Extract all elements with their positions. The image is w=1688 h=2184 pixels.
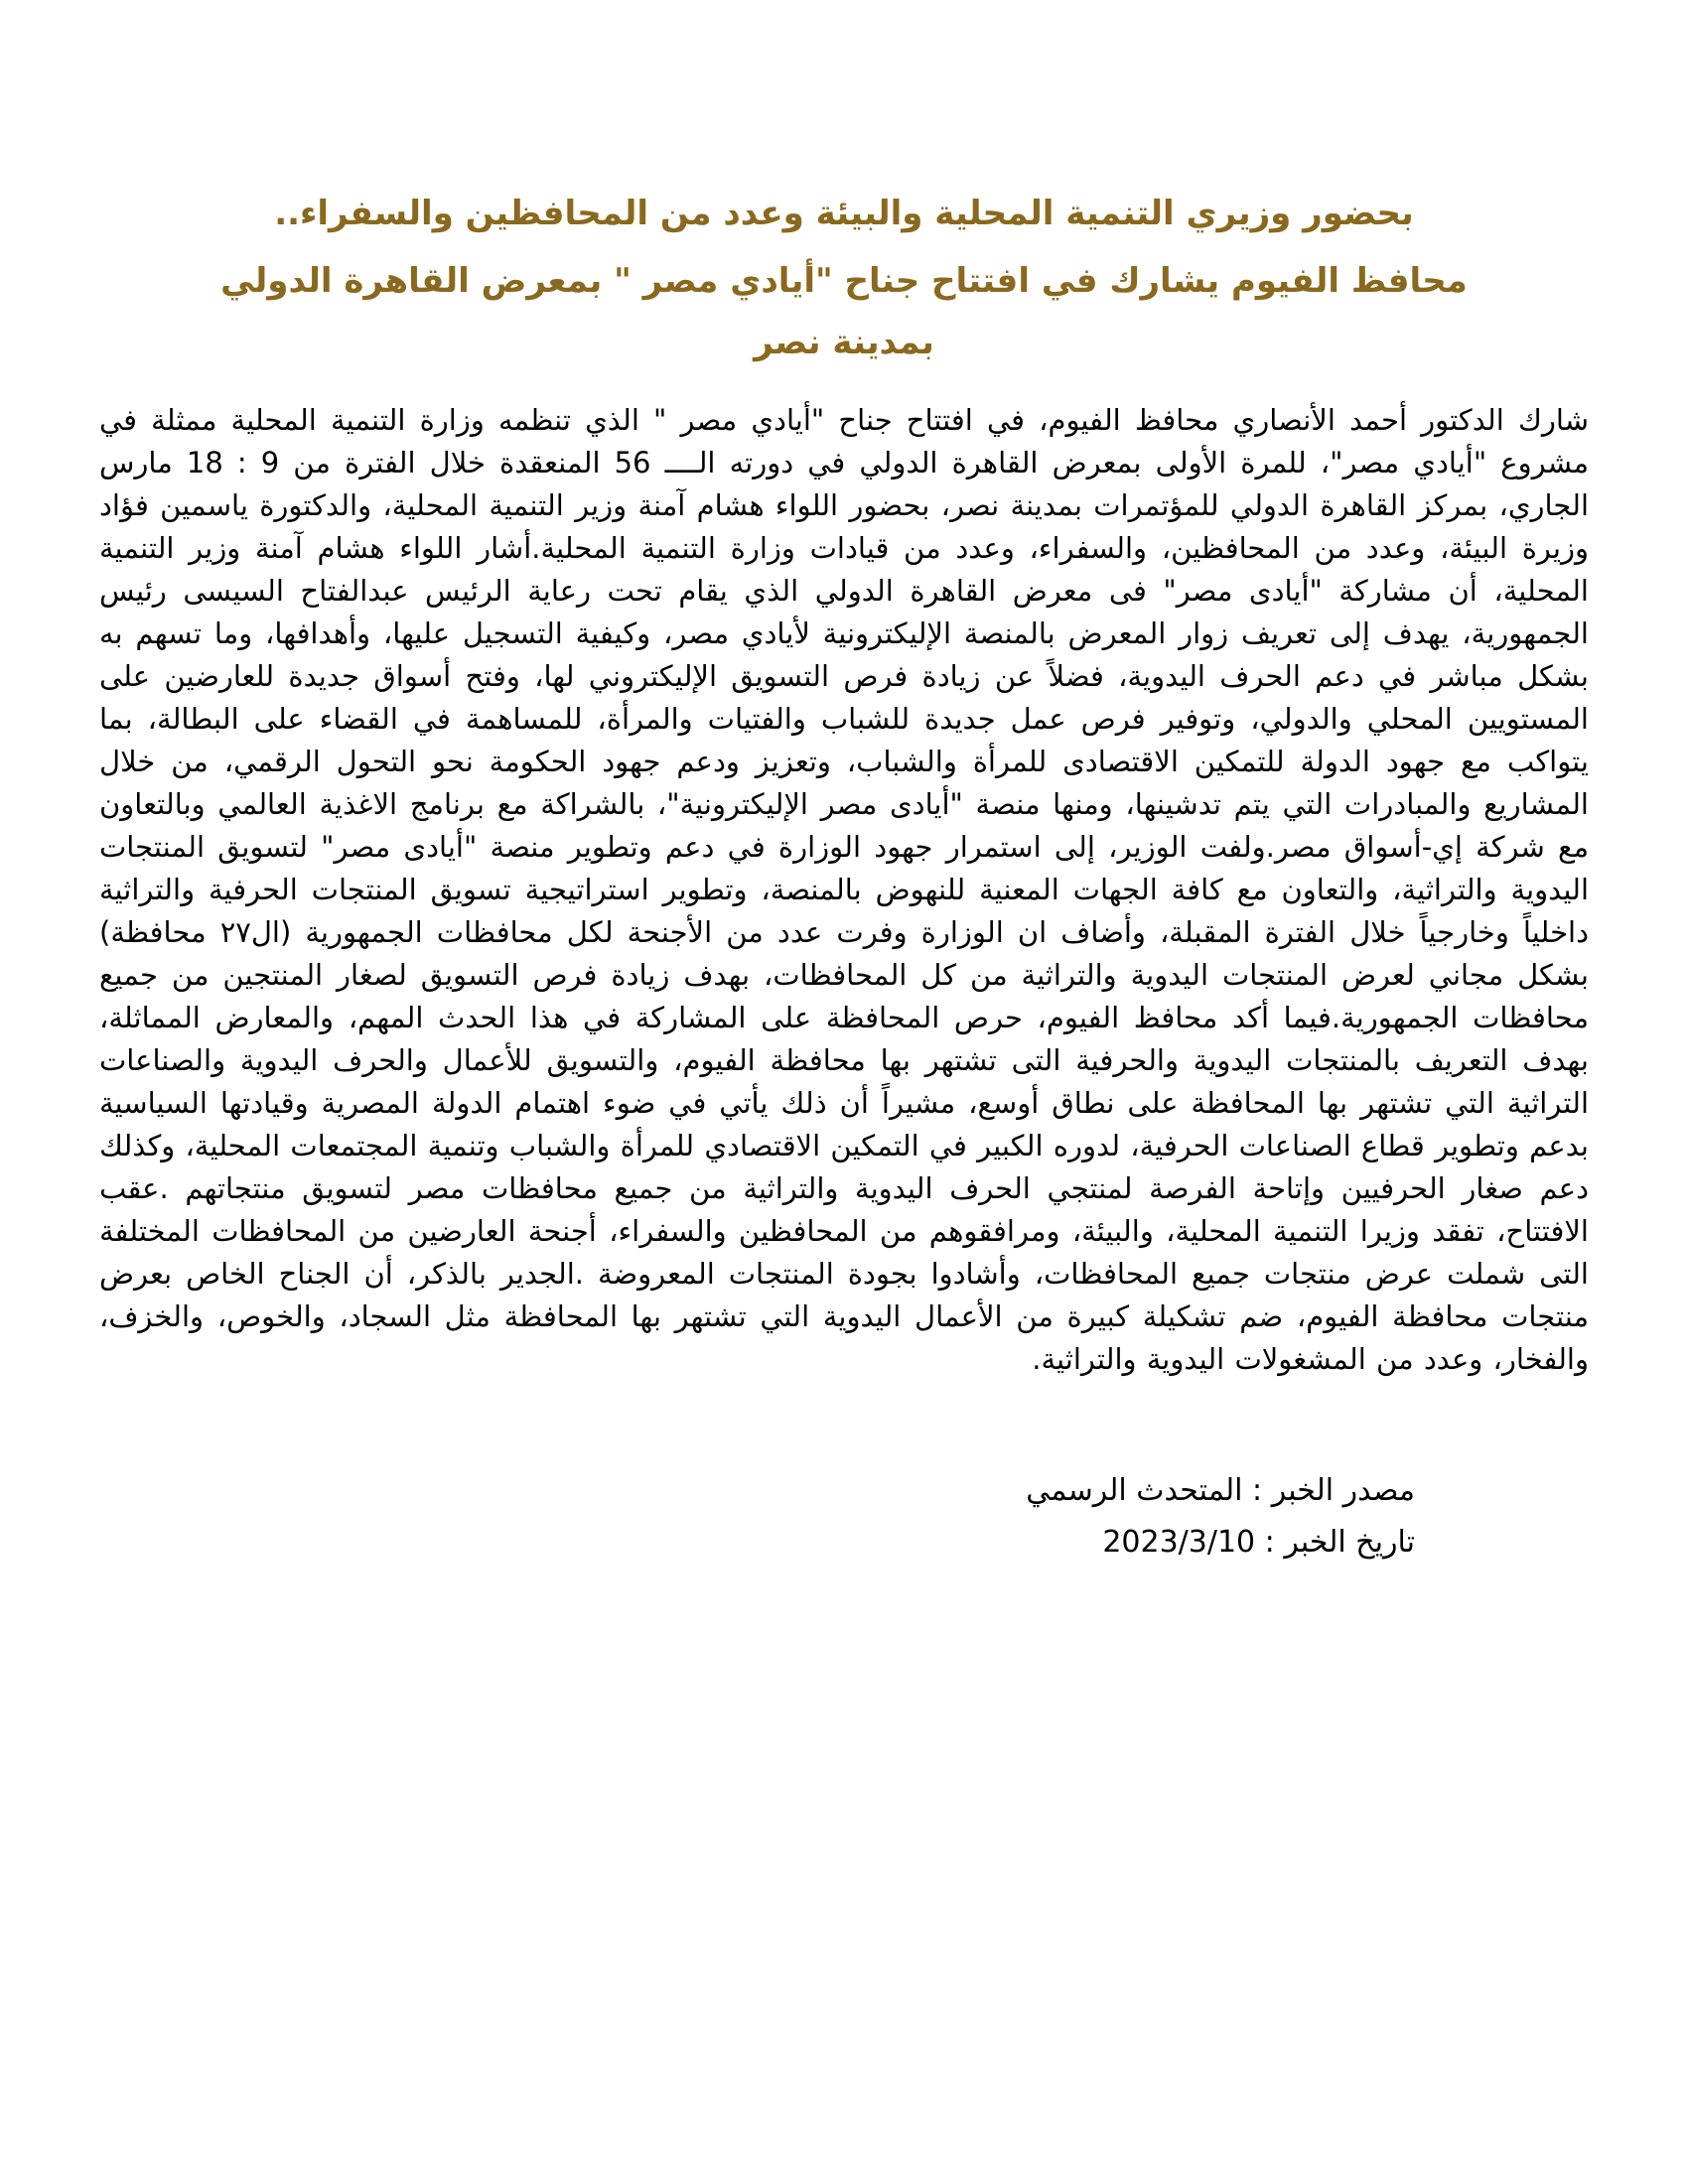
article-body: شارك الدكتور أحمد الأنصاري محافظ الفيوم، في افتتاح جناح "أيادي مصر " الذي تنظمه وزارة التنمية المحلية ممثلة في مشروع "أيادي مصر"، للمرة الأولى بمعرض القاهرة الدولي في دورته الــــ 56 المنعقدة خلال الفترة من 9 : 18 مارس الجاري، بمركز القاهرة الدولي للمؤتمرات بمدينة نصر، بحضور اللواء هشام آمنة وزير التنمية المحلية، والدكتورة ياسمين فؤاد وزيرة البيئة، وعدد من المحافظين، والسفراء، وعدد من قيادات وزارة التنمية المحلية.أشار اللواء هشام آمنة وزير التنمية المحلية، أن مشاركة "أيادى مصر" فى معرض القاهرة الدولي الذي يقام تحت رعاية الرئيس عبدالفتاح السيسى رئيس الجمهورية، يهدف إلى تعريف زوار المعرض بالمنصة الإليكترونية لأيادي مصر، وكيفية التسجيل عليها، وأهدافها، وما تسهم به بشكل مباشر في دعم الحرف اليدوية، فضلاً عن زيادة فرص التسويق الإليكتروني لها، وفتح أسواق جديدة للعارضين على المستويين المحلي والدولي، وتوفير فرص عمل جديدة للشباب والفتيات والمرأة، للمساهمة في القضاء على البطالة، بما يتواكب مع جهود الدولة للتمكين الاقتصادى للمرأة والشباب، وتعزيز ودعم جهود الحكومة نحو التحول الرقمي، من خلال المشاريع والمبادرات التي يتم تدشينها، ومنها منصة "أيادى مصر الإليكترونية"، بالشراكة مع برنامج الاغذية العالمي وبالتعاون مع شركة إي-أسواق مصر.ولفت الوزير، إلى استمرار جهود الوزارة في دعم وتطوير منصة "أيادى مصر" لتسويق المنتجات اليدوية والتراثية، والتعاون مع كافة الجهات المعنية للنهوض بالمنصة، وتطوير استراتيجية تسويق المنتجات الحرفية والتراثية داخلياً وخارجياً خلال الفترة المقبلة، وأضاف ان الوزارة وفرت عدد من الأجنحة لكل محافظات الجمهورية (ال٢٧ محافظة) بشكل مجاني لعرض المنتجات اليدوية والتراثية من كل المحافظات، بهدف زيادة فرص التسويق لصغار المنتجين من جميع محافظات الجمهورية.فيما أكد محافظ الفيوم، حرص المحافظة على المشاركة في هذا الحدث المهم، والمعارض المماثلة، بهدف التعريف بالمنتجات اليدوية والحرفية التى تشتهر بها محافظة الفيوم، والتسويق للأعمال والحرف اليدوية والصناعات التراثية التي تشتهر بها المحافظة على نطاق أوسع، مشيراً أن ذلك يأتي في ضوء اهتمام الدولة المصرية وقيادتها السياسية بدعم وتطوير قطاع الصناعات الحرفية، لدوره الكبير في التمكين الاقتصادي للمرأة والشباب وتنمية المجتمعات المحلية، وكذلك دعم صغار الحرفيين وإتاحة الفرصة لمنتجي الحرف اليدوية والتراثية من جميع محافظات مصر لتسويق منتجاتهم .عقب الافتتاح، تفقد وزيرا التنمية المحلية، والبيئة، ومرافقوهم من المحافظين والسفراء، أجنحة العارضين من المحافظات المختلفة التى شملت عرض منتجات جميع المحافظات، وأشادوا بجودة المنتجات المعروضة .الجدير بالذكر، أن الجناح الخاص بعرض منتجات محافظة الفيوم، ضم تشكيلة كبيرة من الأعمال اليدوية التي تشتهر بها المحافظة مثل السجاد، والخوص، والخزف، والفخار، وعدد من المشغولات اليدوية والتراثية. [99,403,1590,1376]
article-title-line-2: بمدينة نصر [754,323,934,362]
article-title-line-1: محافظ الفيوم يشارك في افتتاح جناح "أيادي مصر " بمعرض القاهرة الدولي [220,261,1468,301]
article-footer [99,1465,1415,1569]
news-source-line: مصدر الخبر : المتحدث الرسمي [1026,1473,1415,1508]
news-date-line: تاريخ الخبر : 2023/3/10 [1102,1525,1415,1560]
article-kicker: بحضور وزيري التنمية المحلية والبيئة وعدد من المحافظين والسفراء.. [274,194,1414,233]
